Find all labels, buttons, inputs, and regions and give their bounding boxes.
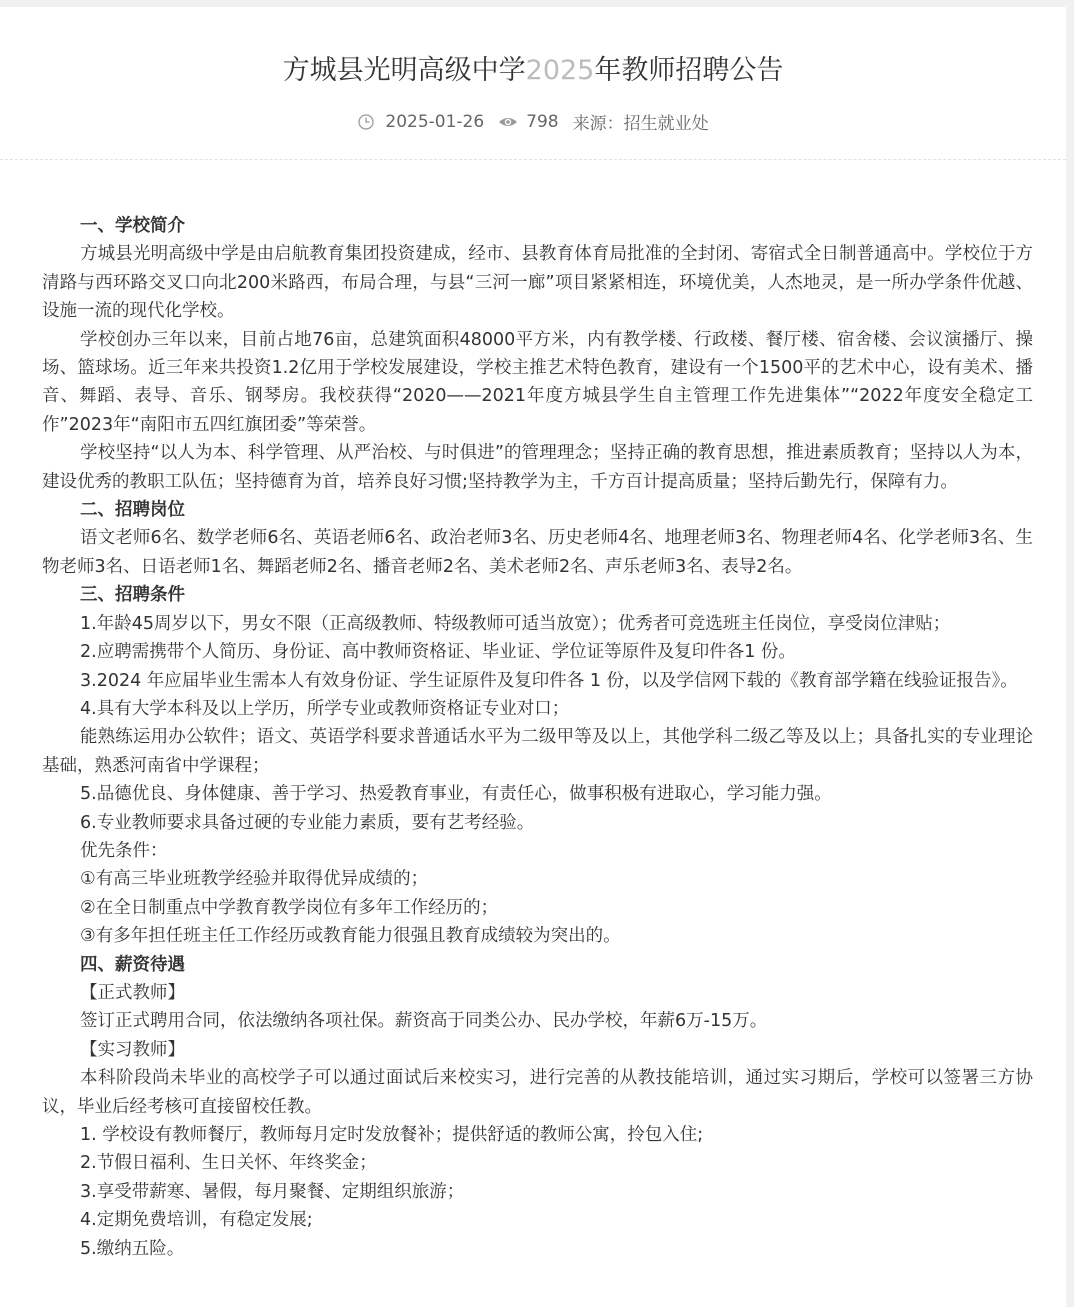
list-item: 1. 学校设有教师餐厅，教师每月定时发放餐补；提供舒适的教师公寓，拎包入住;: [80, 1125, 704, 1145]
paragraph: 优先条件：: [80, 840, 168, 861]
paragraph: 5.品德优良、身体健康、善于学习、热爱教育事业，有责任心，做事积极有进取心，学习能力强。: [80, 784, 832, 805]
paragraph: 语文老师6名、数学老师6名、英语老师6名、政治老师3名、历史老师4名、地理老师3名、物理老师4名、化学老师3名、生物老师3名、日语老师1名、舞蹈老师2名、播音老师2名、美术老师2名、声乐老师3名、表导2名。: [42, 528, 1033, 577]
list-item: ③有多年担任班主任工作经历或教育能力很强且教育成绩较为突出的。: [80, 926, 621, 947]
title-year: 2025: [525, 55, 595, 86]
list-item: 4.定期免费培训，有稳定发展;: [80, 1210, 313, 1231]
list-item: 2.节假日福利、生日关怀、年终奖金；: [80, 1153, 377, 1174]
paragraph: 学校坚持“以人为本、科学管理、从严治校、与时俱进”的管理理念；坚持正确的教育思想，推进素质教育；坚持以人为本，建设优秀的教职工队伍；坚持德育为首，培养良好习惯;坚持教学为主，千方百计提高质量；坚持后勤先行，保障有力。: [42, 443, 1033, 492]
paragraph: 签订正式聘用合同，依法缴纳各项社保。薪资高于同类公办、民办学校，年薪6万-15万。: [80, 1011, 768, 1032]
paragraph: 2.应聘需携带个人简历、身份证、高中教师资格证、毕业证、学位证等原件及复印件各1 份。: [80, 642, 796, 663]
article-meta: [0, 109, 1066, 134]
article-header: [0, 7, 1066, 160]
list-item: ①有高三毕业班教学经验并取得优异成绩的；: [80, 869, 429, 890]
list-item: 3.享受带薪寒、暑假，每月聚餐、定期组织旅游；: [80, 1181, 465, 1202]
paragraph: 3.2024 年应届毕业生需本人有效身份证、学生证原件及复印件各 1 份，以及学信网下载的《教育部学籍在线验证报告》。: [80, 670, 1018, 691]
view-count: 798: [526, 111, 559, 132]
section-heading: 三、招聘条件: [80, 585, 185, 606]
title-prefix: 方城县光明高级中学: [282, 55, 526, 86]
paragraph: 6.专业教师要求具备过硬的专业能力素质，要有艺考经验。: [80, 812, 535, 833]
publish-date: 2025-01-26: [385, 111, 485, 132]
section-heading: 一、学校简介: [80, 216, 185, 236]
paragraph: 方城县光明高级中学是由启航教育集团投资建成，经市、县教育体育局批准的全封闭、寄宿式全日制普通高中。学校位于方清路与西环路交叉口向北200米路西，布局合理，与县“三河一廊”项目紧紧相连，环境优美，人杰地灵，是一所办学条件优越、设施一流的现代化学校。: [42, 244, 1033, 322]
article-body: [0, 160, 1066, 1263]
section-heading: 四、薪资待遇: [80, 954, 185, 975]
article-card: [0, 7, 1066, 1307]
paragraph: 1.年龄45周岁以下，男女不限（正高级教师、特级教师可适当放宽）；优秀者可竞选班主任岗位，享受岗位津贴；: [80, 613, 951, 634]
eye-icon: [498, 113, 516, 131]
title-suffix: 年教师招聘公告: [594, 55, 784, 86]
paragraph: 本科阶段尚未毕业的高校学子可以通过面试后来校实习，进行完善的从教技能培训，通过实习期后，学校可以签署三方协议，毕业后经考核可直接留校任教。: [42, 1068, 1033, 1117]
list-item: ②在全日制重点中学教育教学岗位有多年工作经历的；: [80, 897, 499, 918]
clock-icon: [357, 113, 375, 131]
paragraph: 学校创办三年以来，目前占地76亩，总建筑面积48000平方米，内有教学楼、行政楼、餐厅楼、宿舍楼、会议演播厅、操场、篮球场。近三年来共投资1.2亿用于学校发展建设，学校主推艺术特色教育，建设有一个1500平的艺术中心，设有美术、播音、舞蹈、表导、音乐、钢琴房。我校获得“2020——2021年度方城县学生自主管理工作先进集体”“2022年度安全稳定工作”2023年“南阳市五四红旗团委”等荣誉。: [42, 329, 1033, 435]
page-title: [0, 7, 1066, 91]
paragraph: 能熟练运用办公软件；语文、英语学科要求普通话水平为二级甲等及以上，其他学科二级乙等及以上；具备扎实的专业理论基础，熟悉河南省中学课程；: [42, 727, 1033, 776]
section-heading: 二、招聘岗位: [80, 500, 185, 521]
paragraph: 4.具有大学本科及以上学历，所学专业或教师资格证专业对口；: [80, 698, 570, 719]
list-item: 5.缴纳五险。: [80, 1238, 185, 1259]
article-source: 来源：招生就业处: [572, 114, 709, 134]
subheading: 【实习教师】: [80, 1039, 185, 1060]
subheading: 【正式教师】: [80, 982, 185, 1003]
